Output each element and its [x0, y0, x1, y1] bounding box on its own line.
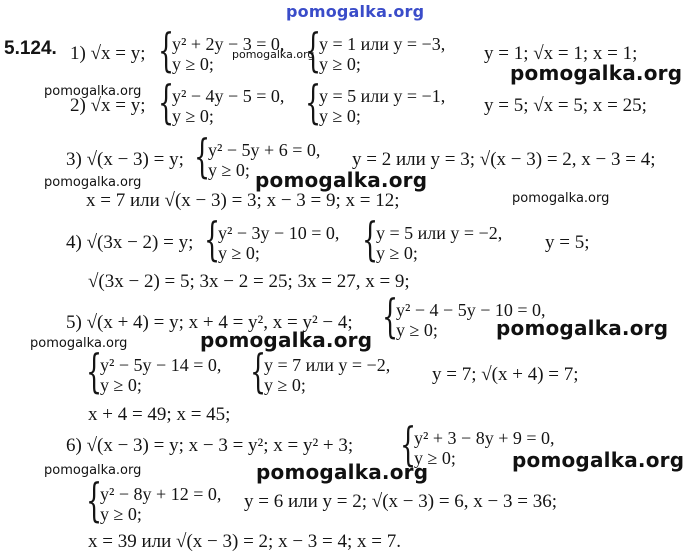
part1-system2-line1: { y = 1 или y = −3, — [319, 34, 446, 54]
part4-result: y = 5; — [545, 232, 590, 253]
part6-line2: x = 39 или √(x − 3) = 2; x − 3 = 4; x = 7. — [88, 531, 401, 552]
part5-system3-line2: y ≥ 0; — [264, 375, 306, 395]
part2-system2 — [309, 86, 445, 126]
part3-line2: x = 7 или √(x − 3) = 3; x − 3 = 9; x = 12; — [86, 190, 400, 211]
part2-substitution: 2) √x = y; — [70, 95, 146, 116]
part3-system1-line2: y ≥ 0; — [208, 160, 250, 180]
part4-system1-line2: y ≥ 0; — [218, 243, 260, 263]
part5-system3-line1: { y = 7 или y = −2, — [264, 355, 391, 375]
part4-substitution: 4) √(3x − 2) = y; — [66, 232, 194, 253]
part6-system1-line2: y ≥ 0; — [414, 448, 456, 468]
part2-system1-line2: y ≥ 0; — [172, 106, 214, 126]
part2-system1-line1: { y² − 4y − 5 = 0, — [172, 86, 285, 106]
part2-system2-line1: { y = 5 или y = −1, — [319, 86, 446, 106]
part5-system2-line1: { y² − 5y − 14 = 0, — [100, 355, 222, 375]
watermark-top: pomogalka.org — [286, 2, 425, 21]
part5-result: y = 7; √(x + 4) = 7; — [432, 364, 579, 385]
watermark: pomogalka.org — [232, 48, 315, 61]
part6-system2-line1: { y² − 8y + 12 = 0, — [100, 484, 222, 504]
part6-system2 — [90, 484, 221, 524]
part2-result: y = 5; √x = 5; x = 25; — [484, 95, 647, 116]
part5-system3 — [254, 355, 390, 395]
part5-system2-line2: y ≥ 0; — [100, 375, 142, 395]
part5-line2: x + 4 = 49; x = 45; — [88, 404, 231, 425]
part6-system2-line2: y ≥ 0; — [100, 504, 142, 524]
watermark: pomogalka.org — [44, 175, 142, 190]
part6-substitution: 6) √(x − 3) = y; x − 3 = y²; x = y² + 3; — [66, 435, 354, 456]
watermark: pomogalka.org — [30, 336, 128, 351]
part4-system2 — [366, 223, 502, 263]
part4-system1-line1: { y² − 3y − 10 = 0, — [218, 223, 340, 243]
part6-result: y = 6 или y = 2; √(x − 3) = 6, x − 3 = 36; — [244, 491, 557, 512]
part4-system2-line1: { y = 5 или y = −2, — [376, 223, 503, 243]
part1-result: y = 1; √x = 1; x = 1; — [484, 43, 638, 64]
problem-number: 5.124. — [4, 38, 57, 59]
part2-system2-line2: y ≥ 0; — [319, 106, 361, 126]
part5-substitution: 5) √(x + 4) = y; x + 4 = y², x = y² − 4; — [66, 312, 353, 333]
part4-system2-line2: y ≥ 0; — [376, 243, 418, 263]
watermark: pomogalka.org — [256, 460, 429, 484]
watermark: pomogalka.org — [255, 168, 428, 192]
watermark: pomogalka.org — [496, 316, 669, 340]
part1-system1-line1: { y² + 2y − 3 = 0, — [172, 34, 285, 54]
part6-system1-line1: { y² + 3 − 8y + 9 = 0, — [414, 428, 555, 448]
part1-system2 — [309, 34, 445, 74]
part5-system1-line1: { y² − 4 − 5y − 10 = 0, — [396, 300, 546, 320]
watermark: pomogalka.org — [44, 463, 142, 478]
part3-substitution: 3) √(x − 3) = y; — [66, 149, 184, 170]
part3-result: y = 2 или y = 3; √(x − 3) = 2, x − 3 = 4; — [352, 149, 656, 170]
watermark: pomogalka.org — [200, 328, 373, 352]
watermark: pomogalka.org — [44, 84, 142, 99]
part4-line2: √(3x − 2) = 5; 3x − 2 = 25; 3x = 27, x = 9; — [88, 271, 410, 292]
part1-system2-line2: y ≥ 0; — [319, 54, 361, 74]
watermark: pomogalka.org — [512, 448, 685, 472]
watermark: pomogalka.org — [510, 61, 683, 85]
part3-system1-line1: { y² − 5y + 6 = 0, — [208, 140, 321, 160]
part1-system1-line2: y ≥ 0; — [172, 54, 214, 74]
part5-system2 — [90, 355, 221, 395]
watermark: pomogalka.org — [512, 191, 610, 206]
part1-substitution: 1) √x = y; — [70, 43, 146, 64]
part5-system1-line2: y ≥ 0; — [396, 320, 438, 340]
part4-system1 — [208, 223, 339, 263]
part2-system1 — [162, 86, 284, 126]
